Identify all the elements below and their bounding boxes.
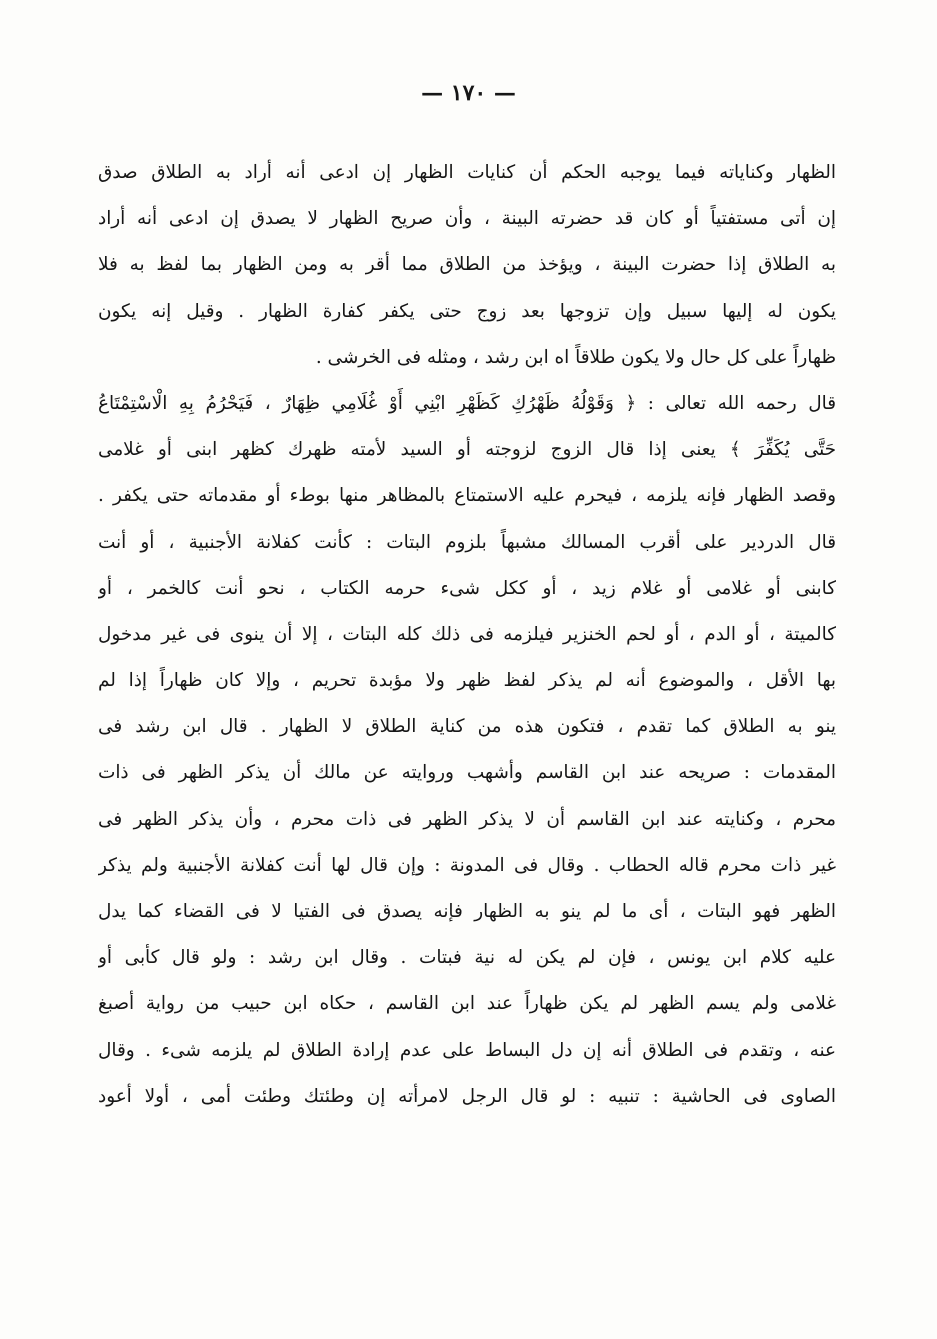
text-line: عليه كلام ابن يونس ، فإن لم يكن له نية فبتات . وقال ابن رشد : ولو قال كأبى أو [98, 947, 836, 969]
text-line: عنه ، وتقدم فى الطلاق أنه إن دل البساط على عدم إرادة الطلاق لم يلزمه شىء . وقال [98, 1039, 836, 1061]
text-line: الظهر فهو البتات ، أى ما لم ينو به الظهار فإنه يصدق فى الفتيا لا فى القضاء كما يدل [98, 901, 836, 922]
text-line: وقصد الظهار فإنه يلزمه ، فيحرم عليه الاستمتاع بالمظاهر منها بوطء أو مقدماته حتى يكفر . [98, 485, 836, 507]
text-line: غير ذات محرم قاله الحطاب . وقال فى المدونة : وإن قال لها أنت كفلانة الأجنبية ولم يذكر [98, 854, 836, 876]
text-line: قال الدردير على أقرب المسالك مشبهاً بلزوم البتات : كأنت كفلانة الأجنبية ، أو أنت [98, 531, 836, 553]
text-line: كابنى أو غلامى أو غلام زيد ، أو ككل شىء حرمه الكتاب ، نحو أنت كالخمر ، أو [98, 577, 836, 599]
text-line: المقدمات : صريحه عند ابن القاسم وأشهب وروايته عن مالك أن يذكر الظهر فى ذات [98, 762, 836, 784]
text-line: به الطلاق إذا حضرت البينة ، ويؤخذ من الطلاق مما أقر به ومن الظهار بما لفظ به فلا [98, 254, 836, 276]
text-line: الظهار وكناياته فيما يوجبه الحكم أن كنايات الظهار إن ادعى أنه أراد به الطلاق صدق [98, 162, 836, 183]
text-line: قال رحمه الله تعالى : ﴿ وَقَوْلُهُ ظَهْرُكِ كَظَهْرِ ابْنِي أَوْ غُلَامِي ظِهَارٌ ، فَيَحْرُمُ بِهِ الْاسْتِمْتَاعُ [98, 392, 836, 414]
text-line: إن أتى مستفتياً أو كان قد حضرته البينة ، وأن صريح الظهار لا يصدق إن ادعى أنه أراد [98, 208, 836, 230]
text-line: غلامى ولم يسم الظهر لم يكن ظهاراً عند ابن القاسم ، حكاه ابن حبيب من رواية أصبغ [98, 993, 836, 1015]
body-text [98, 150, 836, 1120]
text-line: كالميتة ، أو الدم ، أو لحم الخنزير فيلزمه فى ذلك كله البتات ، إلا أن ينوى فى غير مدخول [98, 623, 836, 645]
text-line: الصاوى فى الحاشية : تنبيه : لو قال الرجل لامرأته إن وطئتك وطئت أمى ، أولا أعود [98, 1085, 836, 1107]
text-line: بها الأقل ، والموضوع أنه لم يذكر لفظ ظهر ولا مؤبدة تحريم ، وإلا كان ظهاراً إذا لم [98, 670, 836, 692]
text-line: محرم ، وكنايته عند ابن القاسم أن لا يذكر الظهر فى ذات محرم ، وأن يذكر الظهر فى [98, 808, 836, 830]
text-line: يكون له إليها سبيل وإن تزوجها بعد زوج حتى يكفر كفارة الظهار . وقيل إنه يكون [98, 300, 836, 322]
text-line: ينو به الطلاق كما تقدم ، فتكون هذه من كناية الطلاق لا الظهار . قال ابن رشد فى [98, 716, 836, 738]
text-line: ظهاراً على كل حال ولا يكون طلاقاً اه ابن رشد ، ومثله فى الخرشى . [315, 346, 836, 368]
text-line: حَتَّى يُكَفِّرَ ﴾ يعنى إذا قال الزوج لزوجته أو السيد لأمته ظهرك كظهر ابنى أو غلامى [98, 439, 836, 461]
page-number: — ١٧٠ — [421, 80, 516, 106]
